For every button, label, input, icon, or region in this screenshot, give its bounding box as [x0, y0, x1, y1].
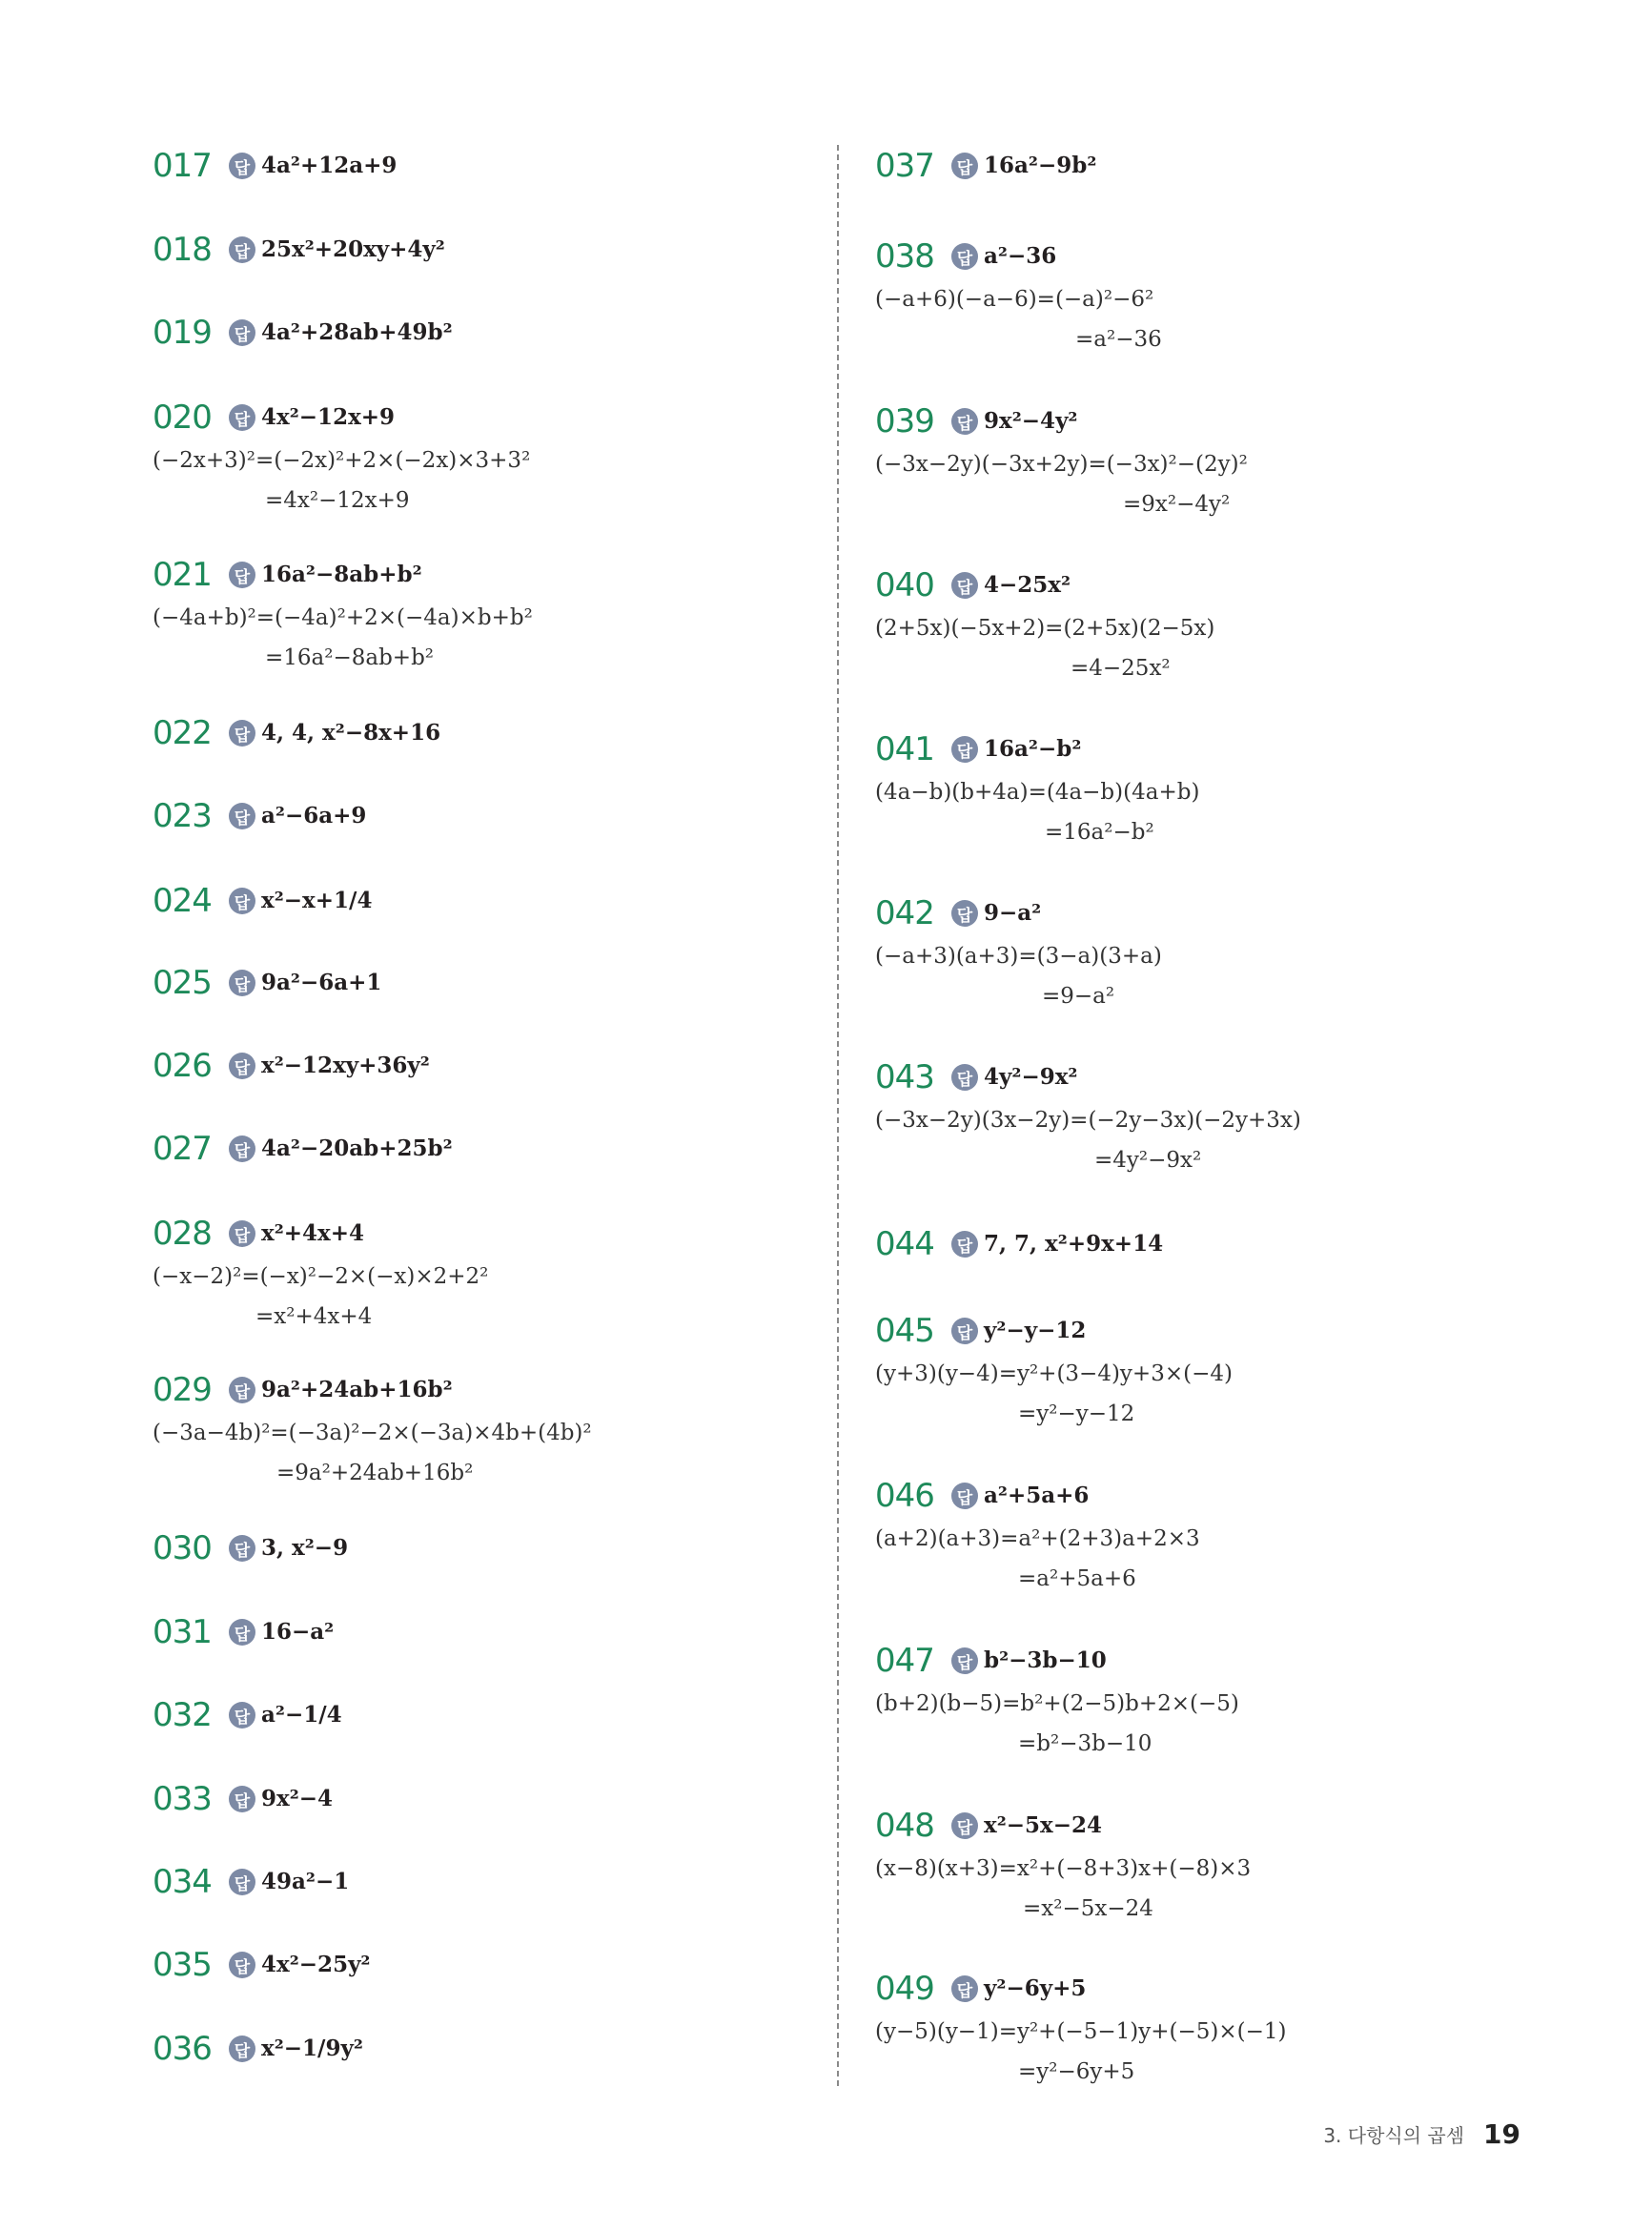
answer-badge-icon: 답: [229, 803, 255, 829]
answer-text: 7, 7, x²+9x+14: [984, 1231, 1164, 1257]
answer-text: 16a²−8ab+b²: [261, 562, 422, 587]
problem-number: 044: [875, 1225, 934, 1263]
answer-text: y²−6y+5: [984, 1975, 1087, 2001]
solution-result: =x²−5x−24: [1023, 1896, 1153, 1921]
answer-badge-icon: 답: [229, 1786, 255, 1812]
problem-028: [153, 1211, 488, 1337]
problem-027: [153, 1126, 453, 1172]
problem-020: [153, 395, 530, 521]
answer-badge-icon: 답: [229, 1619, 255, 1646]
problem-030: [153, 1525, 348, 1571]
answer-text: 4a²+12a+9: [261, 153, 398, 178]
problem-header: [153, 1859, 349, 1905]
solution-result: =y²−6y+5: [1018, 2059, 1135, 2084]
problem-header: [875, 1638, 1239, 1684]
answer-text: y²−y−12: [984, 1318, 1087, 1343]
answer-text: 49a²−1: [261, 1869, 350, 1894]
answer-text: 16−a²: [261, 1619, 335, 1645]
problem-048: [875, 1803, 1251, 1929]
problem-header: [875, 563, 1214, 608]
answer-text: a²−1/4: [261, 1702, 342, 1728]
problem-header: [153, 395, 530, 440]
problem-header: [875, 726, 1199, 772]
solution-step: (−4a+b)²=(−4a)²+2×(−4a)×b+b²: [153, 605, 533, 630]
answer-text: 9x²−4y²: [984, 408, 1078, 434]
answer-text: 16a²−9b²: [984, 153, 1097, 178]
problem-019: [153, 310, 453, 356]
solution-step: (b+2)(b−5)=b²+(2−5)b+2×(−5): [875, 1691, 1239, 1716]
answer-badge-icon: 답: [951, 1483, 978, 1509]
answer-badge-icon: 답: [229, 1053, 255, 1079]
problem-header: [153, 552, 533, 598]
answer-text: 3, x²−9: [261, 1535, 349, 1561]
answer-badge-icon: 답: [229, 720, 255, 747]
answer-text: 4, 4, x²−8x+16: [261, 720, 441, 746]
answer-badge-icon: 답: [229, 562, 255, 588]
problem-number: 041: [875, 730, 934, 768]
problem-number: 026: [153, 1047, 212, 1085]
problem-header: [153, 143, 397, 189]
problem-number: 019: [153, 314, 212, 352]
problem-number: 023: [153, 797, 212, 835]
answer-text: x²−x+1/4: [261, 888, 373, 913]
problem-header: [153, 1692, 342, 1738]
answer-badge-icon: 답: [229, 236, 255, 263]
answer-text: a²+5a+6: [984, 1483, 1090, 1508]
solution-step: (−a+6)(−a−6)=(−a)²−6²: [875, 287, 1154, 312]
problem-header: [153, 710, 440, 756]
problem-header: [153, 878, 372, 924]
problem-number: 046: [875, 1477, 934, 1515]
problem-031: [153, 1609, 334, 1655]
solution-step: (2+5x)(−5x+2)=(2+5x)(2−5x): [875, 616, 1215, 641]
page-footer: [1323, 2118, 1520, 2150]
problem-number: 028: [153, 1215, 212, 1253]
answer-text: 9a²+24ab+16b²: [261, 1377, 453, 1402]
answer-badge-icon: 답: [951, 1318, 978, 1344]
answer-badge-icon: 답: [951, 1231, 978, 1258]
problem-042: [875, 890, 1162, 1016]
problem-number: 040: [875, 566, 934, 604]
answer-badge-icon: 답: [229, 404, 255, 431]
answer-text: 4−25x²: [984, 572, 1071, 598]
problem-021: [153, 552, 533, 678]
problem-029: [153, 1367, 592, 1493]
problem-number: 034: [153, 1863, 212, 1901]
problem-header: [153, 1942, 371, 1988]
answer-text: a²−36: [984, 243, 1057, 269]
page-number: 19: [1483, 2118, 1520, 2150]
problem-046: [875, 1473, 1200, 1599]
answer-badge-icon: 답: [951, 736, 978, 763]
problem-header: [875, 1054, 1301, 1100]
problem-number: 032: [153, 1696, 212, 1734]
problem-number: 031: [153, 1613, 212, 1651]
solution-result: =9−a²: [1042, 984, 1115, 1009]
problem-018: [153, 227, 445, 273]
answer-badge-icon: 답: [951, 1812, 978, 1839]
problem-041: [875, 726, 1199, 852]
problem-037: [875, 143, 1096, 189]
problem-number: 036: [153, 2030, 212, 2068]
solution-step: (4a−b)(b+4a)=(4a−b)(4a+b): [875, 780, 1200, 805]
answer-badge-icon: 답: [229, 1135, 255, 1162]
solution-result: =b²−3b−10: [1018, 1731, 1152, 1756]
answer-badge-icon: 답: [229, 319, 255, 346]
solution-result: =9a²+24ab+16b²: [276, 1461, 474, 1485]
problem-number: 049: [875, 1970, 934, 2008]
problem-number: 022: [153, 714, 212, 752]
problem-number: 021: [153, 556, 212, 594]
answer-text: x²−12xy+36y²: [261, 1053, 430, 1078]
answer-text: 9x²−4: [261, 1786, 334, 1811]
problem-022: [153, 710, 440, 756]
problem-header: [153, 1525, 348, 1571]
problem-040: [875, 563, 1214, 688]
solution-step: (−a+3)(a+3)=(3−a)(3+a): [875, 944, 1162, 969]
problem-number: 038: [875, 237, 934, 276]
answer-badge-icon: 답: [229, 153, 255, 179]
problem-header: [875, 1308, 1233, 1354]
problem-header: [875, 1966, 1286, 2012]
problem-045: [875, 1308, 1233, 1434]
problem-header: [153, 1211, 488, 1257]
problem-number: 043: [875, 1058, 934, 1096]
solution-step: (y−5)(y−1)=y²+(−5−1)y+(−5)×(−1): [875, 2019, 1287, 2044]
problem-032: [153, 1692, 342, 1738]
answer-text: 4a²+28ab+49b²: [261, 319, 453, 345]
problem-number: 027: [153, 1130, 212, 1168]
answer-text: x²−5x−24: [984, 1812, 1103, 1838]
answer-text: x²−1/9y²: [261, 2036, 363, 2061]
solution-step: (x−8)(x+3)=x²+(−8+3)x+(−8)×3: [875, 1856, 1252, 1881]
answer-badge-icon: 답: [951, 572, 978, 599]
problem-header: [875, 890, 1162, 936]
problem-number: 045: [875, 1312, 934, 1350]
problem-header: [153, 1043, 430, 1089]
problem-number: 017: [153, 147, 212, 185]
solution-result: =y²−y−12: [1018, 1401, 1135, 1426]
answer-badge-icon: 답: [229, 2036, 255, 2062]
solution-result: =4−25x²: [1071, 656, 1171, 681]
problem-header: [875, 143, 1096, 189]
solution-step: (−2x+3)²=(−2x)²+2×(−2x)×3+3²: [153, 448, 531, 473]
answer-text: 4x²−12x+9: [261, 404, 396, 430]
problem-header: [875, 1473, 1200, 1519]
answer-badge-icon: 답: [229, 1869, 255, 1895]
problem-017: [153, 143, 397, 189]
solution-result: =a²+5a+6: [1018, 1566, 1136, 1591]
answer-badge-icon: 답: [229, 1535, 255, 1562]
problem-header: [153, 960, 381, 1006]
problem-023: [153, 793, 366, 839]
problem-number: 047: [875, 1642, 934, 1680]
problem-header: [153, 793, 366, 839]
problem-header: [875, 1803, 1251, 1849]
problem-number: 035: [153, 1946, 212, 1984]
solution-result: =a²−36: [1075, 327, 1162, 352]
answer-text: 4y²−9x²: [984, 1064, 1078, 1090]
problem-035: [153, 1942, 371, 1988]
answer-text: 16a²−b²: [984, 736, 1082, 762]
problem-034: [153, 1859, 349, 1905]
answer-badge-icon: 답: [951, 408, 978, 435]
problem-025: [153, 960, 381, 1006]
problem-header: [875, 399, 1248, 444]
problem-number: 025: [153, 964, 212, 1002]
answer-text: x²+4x+4: [261, 1220, 365, 1246]
answer-badge-icon: 답: [229, 1377, 255, 1403]
problem-043: [875, 1054, 1301, 1180]
problem-number: 020: [153, 399, 212, 437]
answer-badge-icon: 답: [951, 243, 978, 270]
chapter-title: 3. 다항식의 곱셈: [1323, 2124, 1465, 2147]
solution-step: (−3x−2y)(3x−2y)=(−2y−3x)(−2y+3x): [875, 1108, 1301, 1133]
solution-result: =x²+4x+4: [255, 1304, 373, 1329]
problem-049: [875, 1966, 1286, 2092]
problem-header: [153, 227, 445, 273]
problem-024: [153, 878, 372, 924]
problem-number: 024: [153, 882, 212, 920]
problem-number: 039: [875, 402, 934, 440]
problem-044: [875, 1221, 1163, 1267]
problem-number: 030: [153, 1529, 212, 1567]
answer-text: 9−a²: [984, 900, 1042, 926]
problem-number: 029: [153, 1371, 212, 1409]
solution-result: =4y²−9x²: [1094, 1148, 1202, 1173]
solution-step: (−x−2)²=(−x)²−2×(−x)×2+2²: [153, 1264, 489, 1289]
column-divider: [837, 145, 839, 2086]
problem-047: [875, 1638, 1239, 1764]
problem-039: [875, 399, 1248, 524]
problem-026: [153, 1043, 430, 1089]
problem-number: 033: [153, 1780, 212, 1818]
solution-result: =9x²−4y²: [1123, 492, 1231, 517]
problem-header: [875, 234, 1162, 279]
problem-header: [153, 1776, 333, 1822]
solution-step: (y+3)(y−4)=y²+(3−4)y+3×(−4): [875, 1361, 1233, 1386]
problem-header: [875, 1221, 1163, 1267]
problem-number: 018: [153, 231, 212, 269]
problem-number: 042: [875, 894, 934, 932]
problem-number: 037: [875, 147, 934, 185]
answer-badge-icon: 답: [229, 970, 255, 996]
solution-step: (a+2)(a+3)=a²+(2+3)a+2×3: [875, 1526, 1200, 1551]
answer-badge-icon: 답: [951, 900, 978, 927]
problem-header: [153, 1367, 592, 1413]
problem-033: [153, 1776, 333, 1822]
problem-header: [153, 1126, 453, 1172]
answer-badge-icon: 답: [951, 1647, 978, 1674]
answer-text: 9a²−6a+1: [261, 970, 382, 995]
answer-text: a²−6a+9: [261, 803, 367, 829]
answer-text: 4x²−25y²: [261, 1952, 371, 1977]
problem-038: [875, 234, 1162, 359]
answer-badge-icon: 답: [229, 1952, 255, 1978]
problem-header: [153, 310, 453, 356]
answer-badge-icon: 답: [951, 153, 978, 179]
problem-number: 048: [875, 1807, 934, 1845]
solution-result: =4x²−12x+9: [265, 488, 410, 513]
solution-step: (−3x−2y)(−3x+2y)=(−3x)²−(2y)²: [875, 452, 1248, 477]
solution-step: (−3a−4b)²=(−3a)²−2×(−3a)×4b+(4b)²: [153, 1421, 592, 1445]
problem-header: [153, 1609, 334, 1655]
answer-badge-icon: 답: [229, 888, 255, 914]
answer-badge-icon: 답: [951, 1064, 978, 1091]
answer-text: b²−3b−10: [984, 1647, 1107, 1673]
problem-036: [153, 2026, 363, 2072]
answer-badge-icon: 답: [229, 1702, 255, 1729]
problem-header: [153, 2026, 363, 2072]
solution-result: =16a²−b²: [1045, 820, 1154, 845]
solution-result: =16a²−8ab+b²: [265, 645, 435, 670]
answer-badge-icon: 답: [229, 1220, 255, 1247]
answer-badge-icon: 답: [951, 1975, 978, 2002]
answer-text: 4a²−20ab+25b²: [261, 1135, 453, 1161]
answer-text: 25x²+20xy+4y²: [261, 236, 445, 262]
